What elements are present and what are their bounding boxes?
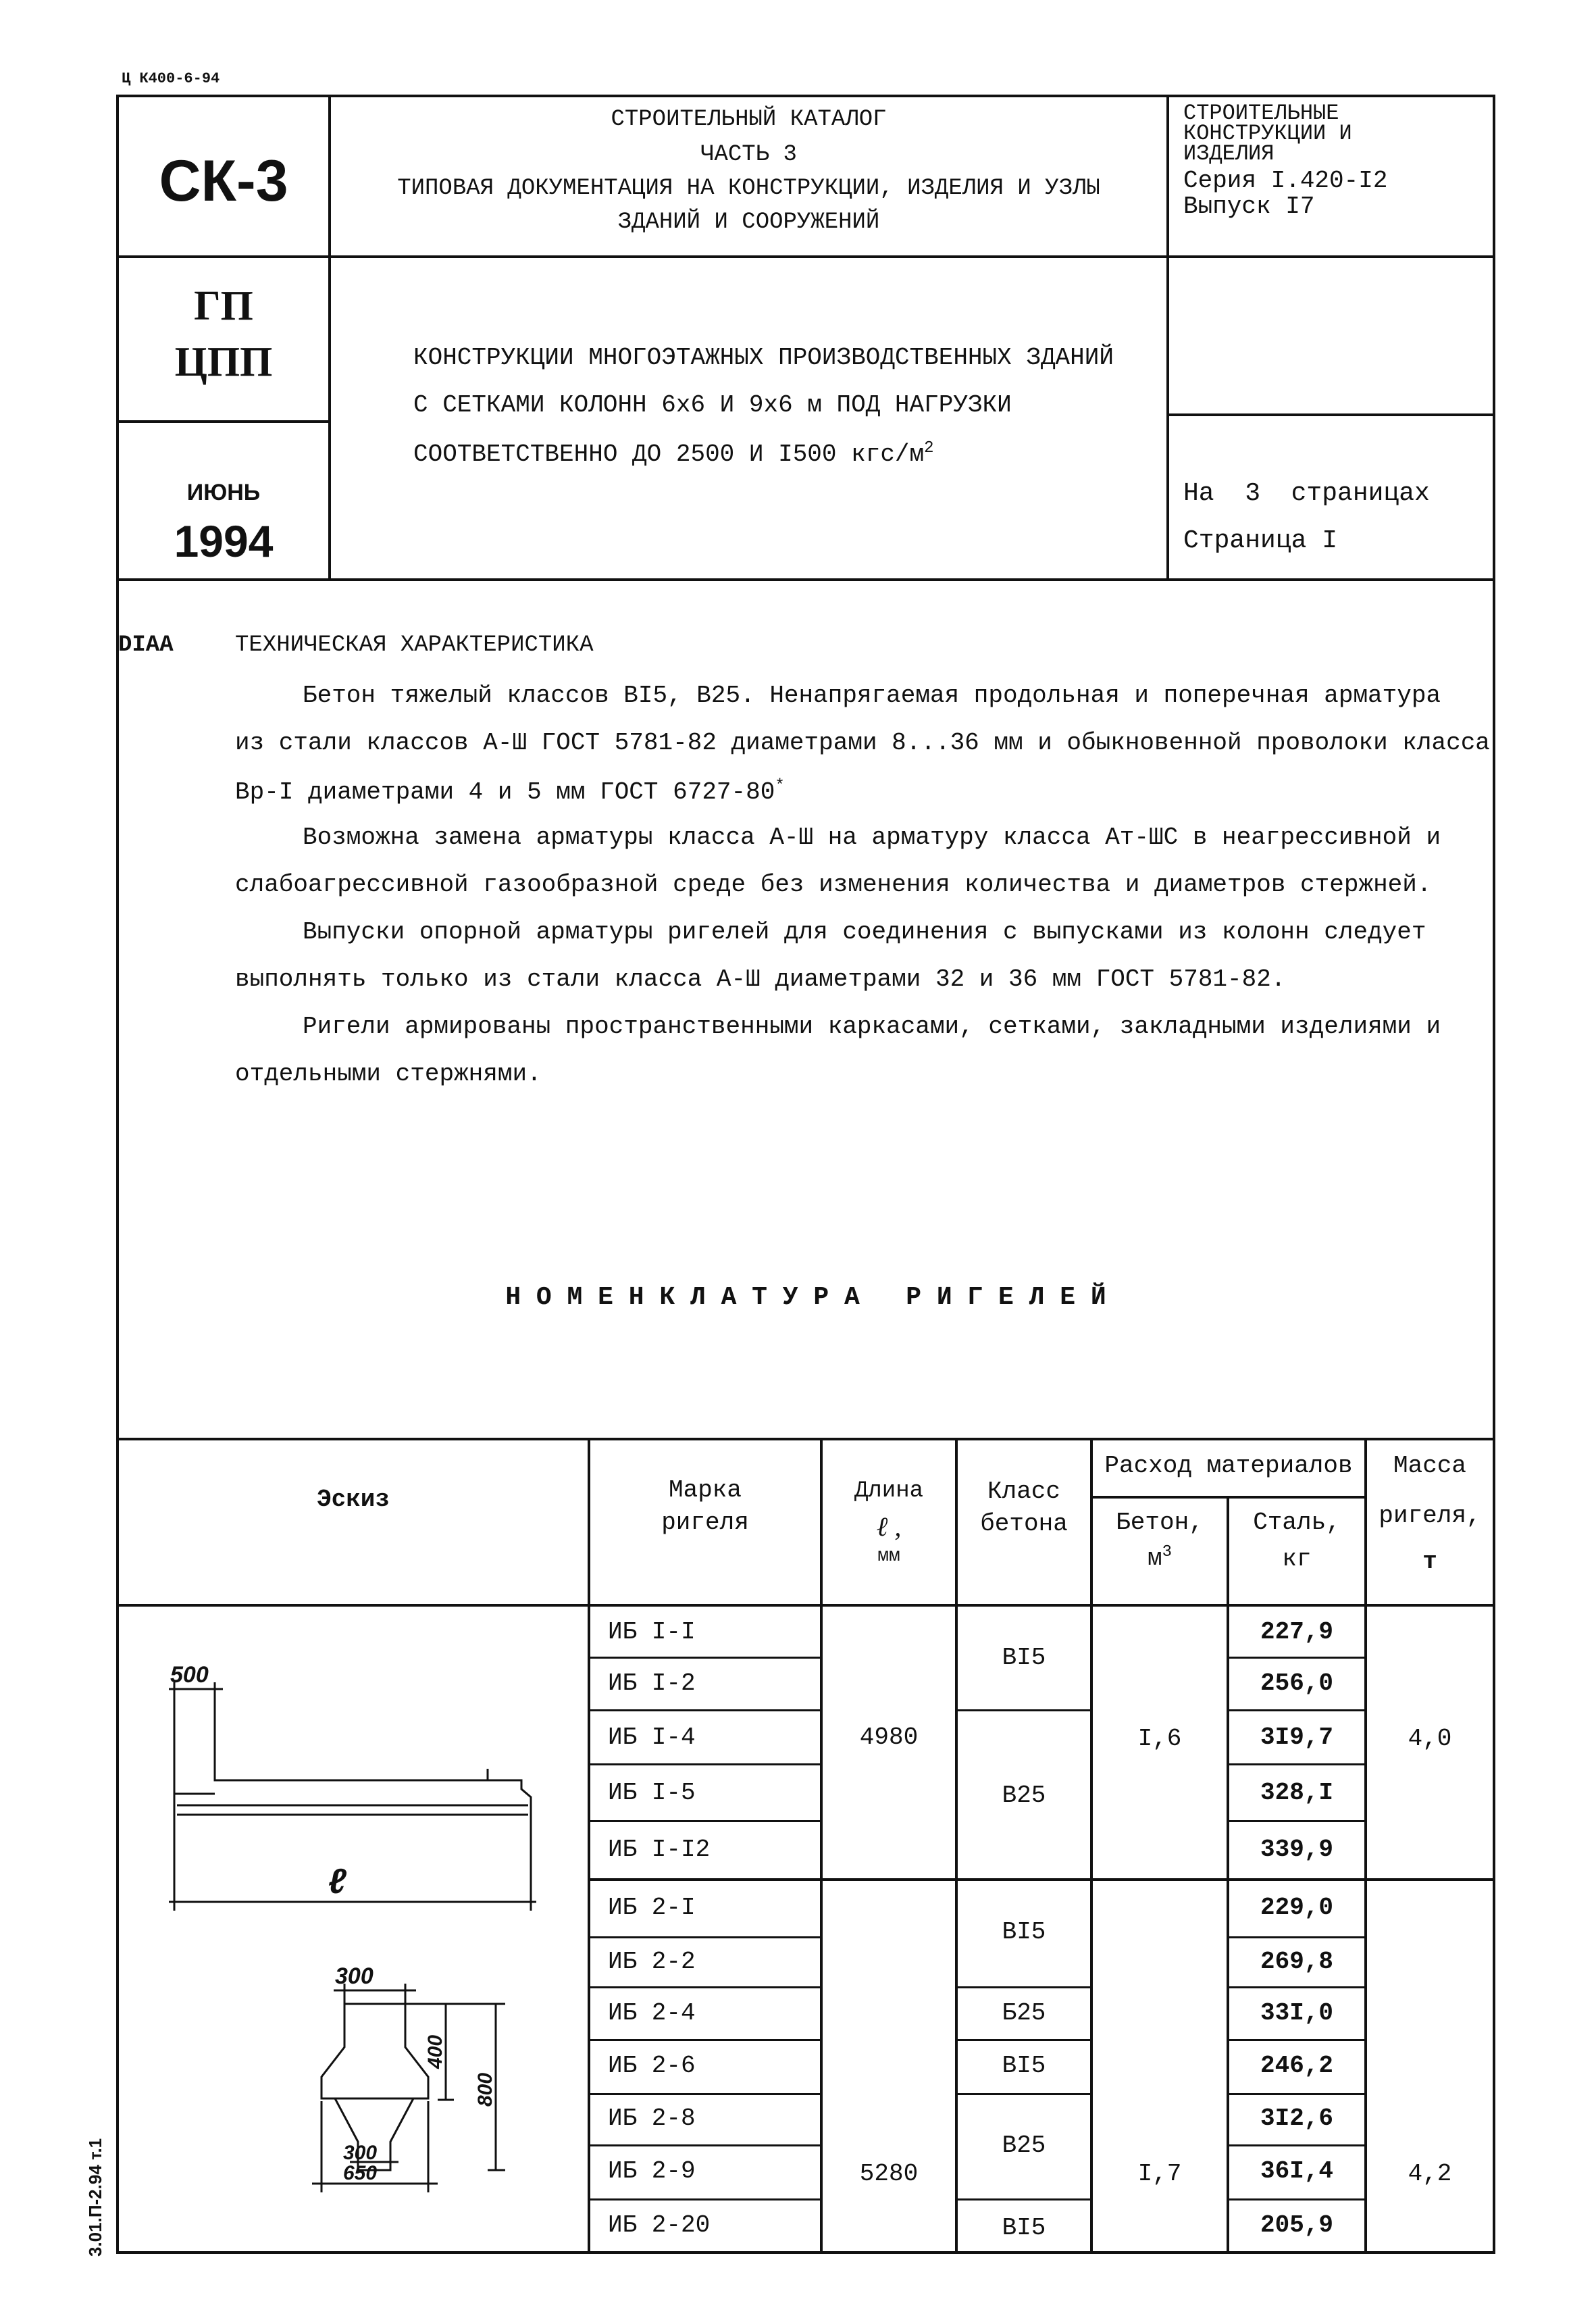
header-sketch: Эскиз (316, 1486, 390, 1513)
table-row-mark: ИБ 2-8 (608, 2105, 696, 2132)
dim-bottom-width: 650 (343, 2162, 378, 2184)
table-row-mark: ИБ I-I (608, 1618, 696, 1646)
table-row-mark: ИБ I-4 (608, 1724, 696, 1751)
dim-top-width: 500 (170, 1662, 209, 1688)
table-row-steel: 227,9 (1260, 1618, 1334, 1646)
group1-concrete: I,6 (1137, 1725, 1182, 1753)
group2-class-b: Б25 (1002, 1999, 1046, 2027)
table-row-steel: 339,9 (1260, 1836, 1334, 1863)
series-number: Серия I.420-I2 (1183, 167, 1388, 195)
document-code: Ц К400-6-94 (122, 70, 220, 87)
table-row-mark: ИБ 2-I (608, 1894, 696, 1921)
header-steel: Сталь, (1253, 1509, 1341, 1536)
header-mark: Марка (668, 1476, 742, 1504)
table-row-steel: 269,8 (1260, 1948, 1334, 1976)
group1-length: 4980 (859, 1724, 919, 1751)
paragraph-4-line-2: отдельными стержнями. (235, 1060, 542, 1088)
org-name-1: ГП (194, 283, 253, 329)
group1-class-a: BI5 (1002, 1644, 1046, 1671)
paragraph-3-line-1: Выпуски опорной арматуры ригелей для соединения с выпусками из колонн следует (303, 918, 1426, 946)
header-length: Длина (854, 1478, 924, 1504)
header-class-2: бетона (980, 1510, 1068, 1538)
stamp-code: СК-3 (159, 149, 288, 213)
table-row-steel: 256,0 (1260, 1669, 1334, 1697)
dim-total-height: 800 (474, 2072, 496, 2107)
table-row-steel: 3I2,6 (1260, 2105, 1334, 2132)
table-row-mark: ИБ I-I2 (608, 1836, 711, 1863)
group2-class-e: BI5 (1002, 2214, 1046, 2242)
header-mass: Масса (1393, 1452, 1467, 1480)
header-mass-2: ригеля, (1379, 1502, 1481, 1530)
table-row-steel: 205,9 (1260, 2211, 1334, 2239)
paragraph-1-line-3: Вр-I диаметрами 4 и 5 мм ГОСТ 6727-80* (235, 777, 785, 806)
stamp-year: 1994 (174, 516, 274, 566)
table-row-mark: ИБ I-5 (608, 1779, 696, 1807)
header-mark-2: ригеля (661, 1509, 749, 1536)
table-row-steel: 229,0 (1260, 1894, 1334, 1921)
paragraph-1-line-2: из стали классов А-Ш ГОСТ 5781-82 диаметрами 8...36 мм и обыкновенной проволоки класса (235, 729, 1490, 757)
table-row-steel: 36I,4 (1260, 2157, 1334, 2185)
table-row-mark: ИБ 2-6 (608, 2052, 696, 2080)
series-line-1: СТРОИТЕЛЬНЫЕ (1183, 101, 1339, 126)
side-code: 3.01.П-2.94 т.1 (85, 2138, 105, 2257)
table-row-steel: 3I9,7 (1260, 1724, 1334, 1751)
section-code: DIAA (118, 632, 174, 658)
series-line-3: ИЗДЕЛИЯ (1183, 141, 1275, 166)
group2-concrete: I,7 (1137, 2160, 1182, 2188)
header-length-symbol: ℓ , (876, 1511, 902, 1542)
paragraph-2-line-1: Возможна замена арматуры класса А-Ш на арматуру класса Ат-ШС в неагрессивной и (303, 824, 1441, 851)
table-row-mark: ИБ 2-2 (608, 1948, 696, 1976)
paragraph-1-line-1: Бетон тяжелый классов ВI5, В25. Ненапрягаемая продольная и поперечная арматура (303, 682, 1441, 709)
dim-web-width: 300 (335, 1963, 374, 1989)
header-consumption: Расход материалов (1104, 1452, 1353, 1480)
current-page: Страница I (1183, 526, 1338, 555)
header-mass-unit: т (1422, 1548, 1437, 1576)
group2-length: 5280 (859, 2160, 919, 2188)
table-row-mark: ИБ 2-9 (608, 2157, 696, 2185)
table-row-mark: ИБ 2-4 (608, 1999, 696, 2027)
frame-right (1493, 578, 1495, 2254)
document-title-3: СООТВЕТСТВЕННО ДО 2500 И I500 кгс/$м^2$ (413, 439, 934, 468)
paragraph-2-line-2: слабоагрессивной газообразной среде без изменения количества и диаметров стержней. (235, 871, 1432, 899)
table-row-mark: ИБ I-2 (608, 1669, 696, 1697)
dim-length-symbol: ℓ (328, 1862, 346, 1901)
nomenclature-title: Н О М Е Н К Л А Т У Р А Р И Г Е Л Е Й (505, 1283, 1106, 1312)
catalog-subject-2: ЗДАНИЙ И СООРУЖЕНИЙ (617, 209, 880, 235)
paragraph-4-line-1: Ригели армированы пространственными каркасами, сетками, закладными изделиями и (303, 1013, 1441, 1040)
dim-upper-height: 400 (424, 2034, 446, 2069)
header-concrete: Бетон, (1116, 1509, 1204, 1536)
dim-bottom-inner: 300 (343, 2142, 378, 2164)
stamp-month: ИЮНЬ (186, 480, 261, 505)
group1-class-b: B25 (1002, 1782, 1046, 1809)
table-row-steel: 246,2 (1260, 2052, 1334, 2080)
group2-mass: 4,2 (1408, 2160, 1452, 2188)
header-concrete-unit: $м^3$ (1147, 1543, 1172, 1572)
group2-class-c: BI5 (1002, 2052, 1046, 2080)
group2-class-a: BI5 (1002, 1918, 1046, 1946)
table-row-mark: ИБ 2-20 (608, 2211, 711, 2239)
org-name-2: ЦПП (174, 339, 273, 385)
beam-sketch (119, 1607, 588, 2251)
catalog-title: СТРОИТЕЛЬНЫЙ КАТАЛОГ (611, 107, 887, 132)
header-class: Класс (987, 1478, 1061, 1505)
series-issue: Выпуск I7 (1183, 193, 1315, 220)
header-length-unit: мм (877, 1546, 900, 1567)
document-title-2: С СЕТКАМИ КОЛОНН 6х6 И 9х6 м ПОД НАГРУЗКИ (413, 391, 1012, 419)
catalog-subject: ТИПОВАЯ ДОКУМЕНТАЦИЯ НА КОНСТРУКЦИИ, ИЗДЕЛИЯ И УЗЛЫ (397, 176, 1100, 201)
document-title-1: КОНСТРУКЦИИ МНОГОЭТАЖНЫХ ПРОИЗВОДСТВЕННЫХ ЗДАНИЙ (413, 344, 1114, 372)
header-steel-unit: кг (1282, 1545, 1312, 1573)
paragraph-3-line-2: выполнять только из стали класса А-Ш диаметрами 32 и 36 мм ГОСТ 5781-82. (235, 965, 1286, 993)
catalog-part: ЧАСТЬ 3 (700, 142, 797, 168)
section-heading: ТЕХНИЧЕСКАЯ ХАРАКТЕРИСТИКА (235, 632, 594, 658)
table-row-steel: 328,I (1260, 1779, 1334, 1807)
group2-class-d: B25 (1002, 2132, 1046, 2159)
table-row-steel: 33I,0 (1260, 1999, 1334, 2027)
group1-mass: 4,0 (1408, 1725, 1452, 1753)
total-pages: На 3 страницах (1183, 479, 1430, 508)
series-line-2: КОНСТРУКЦИИ И (1183, 121, 1352, 146)
